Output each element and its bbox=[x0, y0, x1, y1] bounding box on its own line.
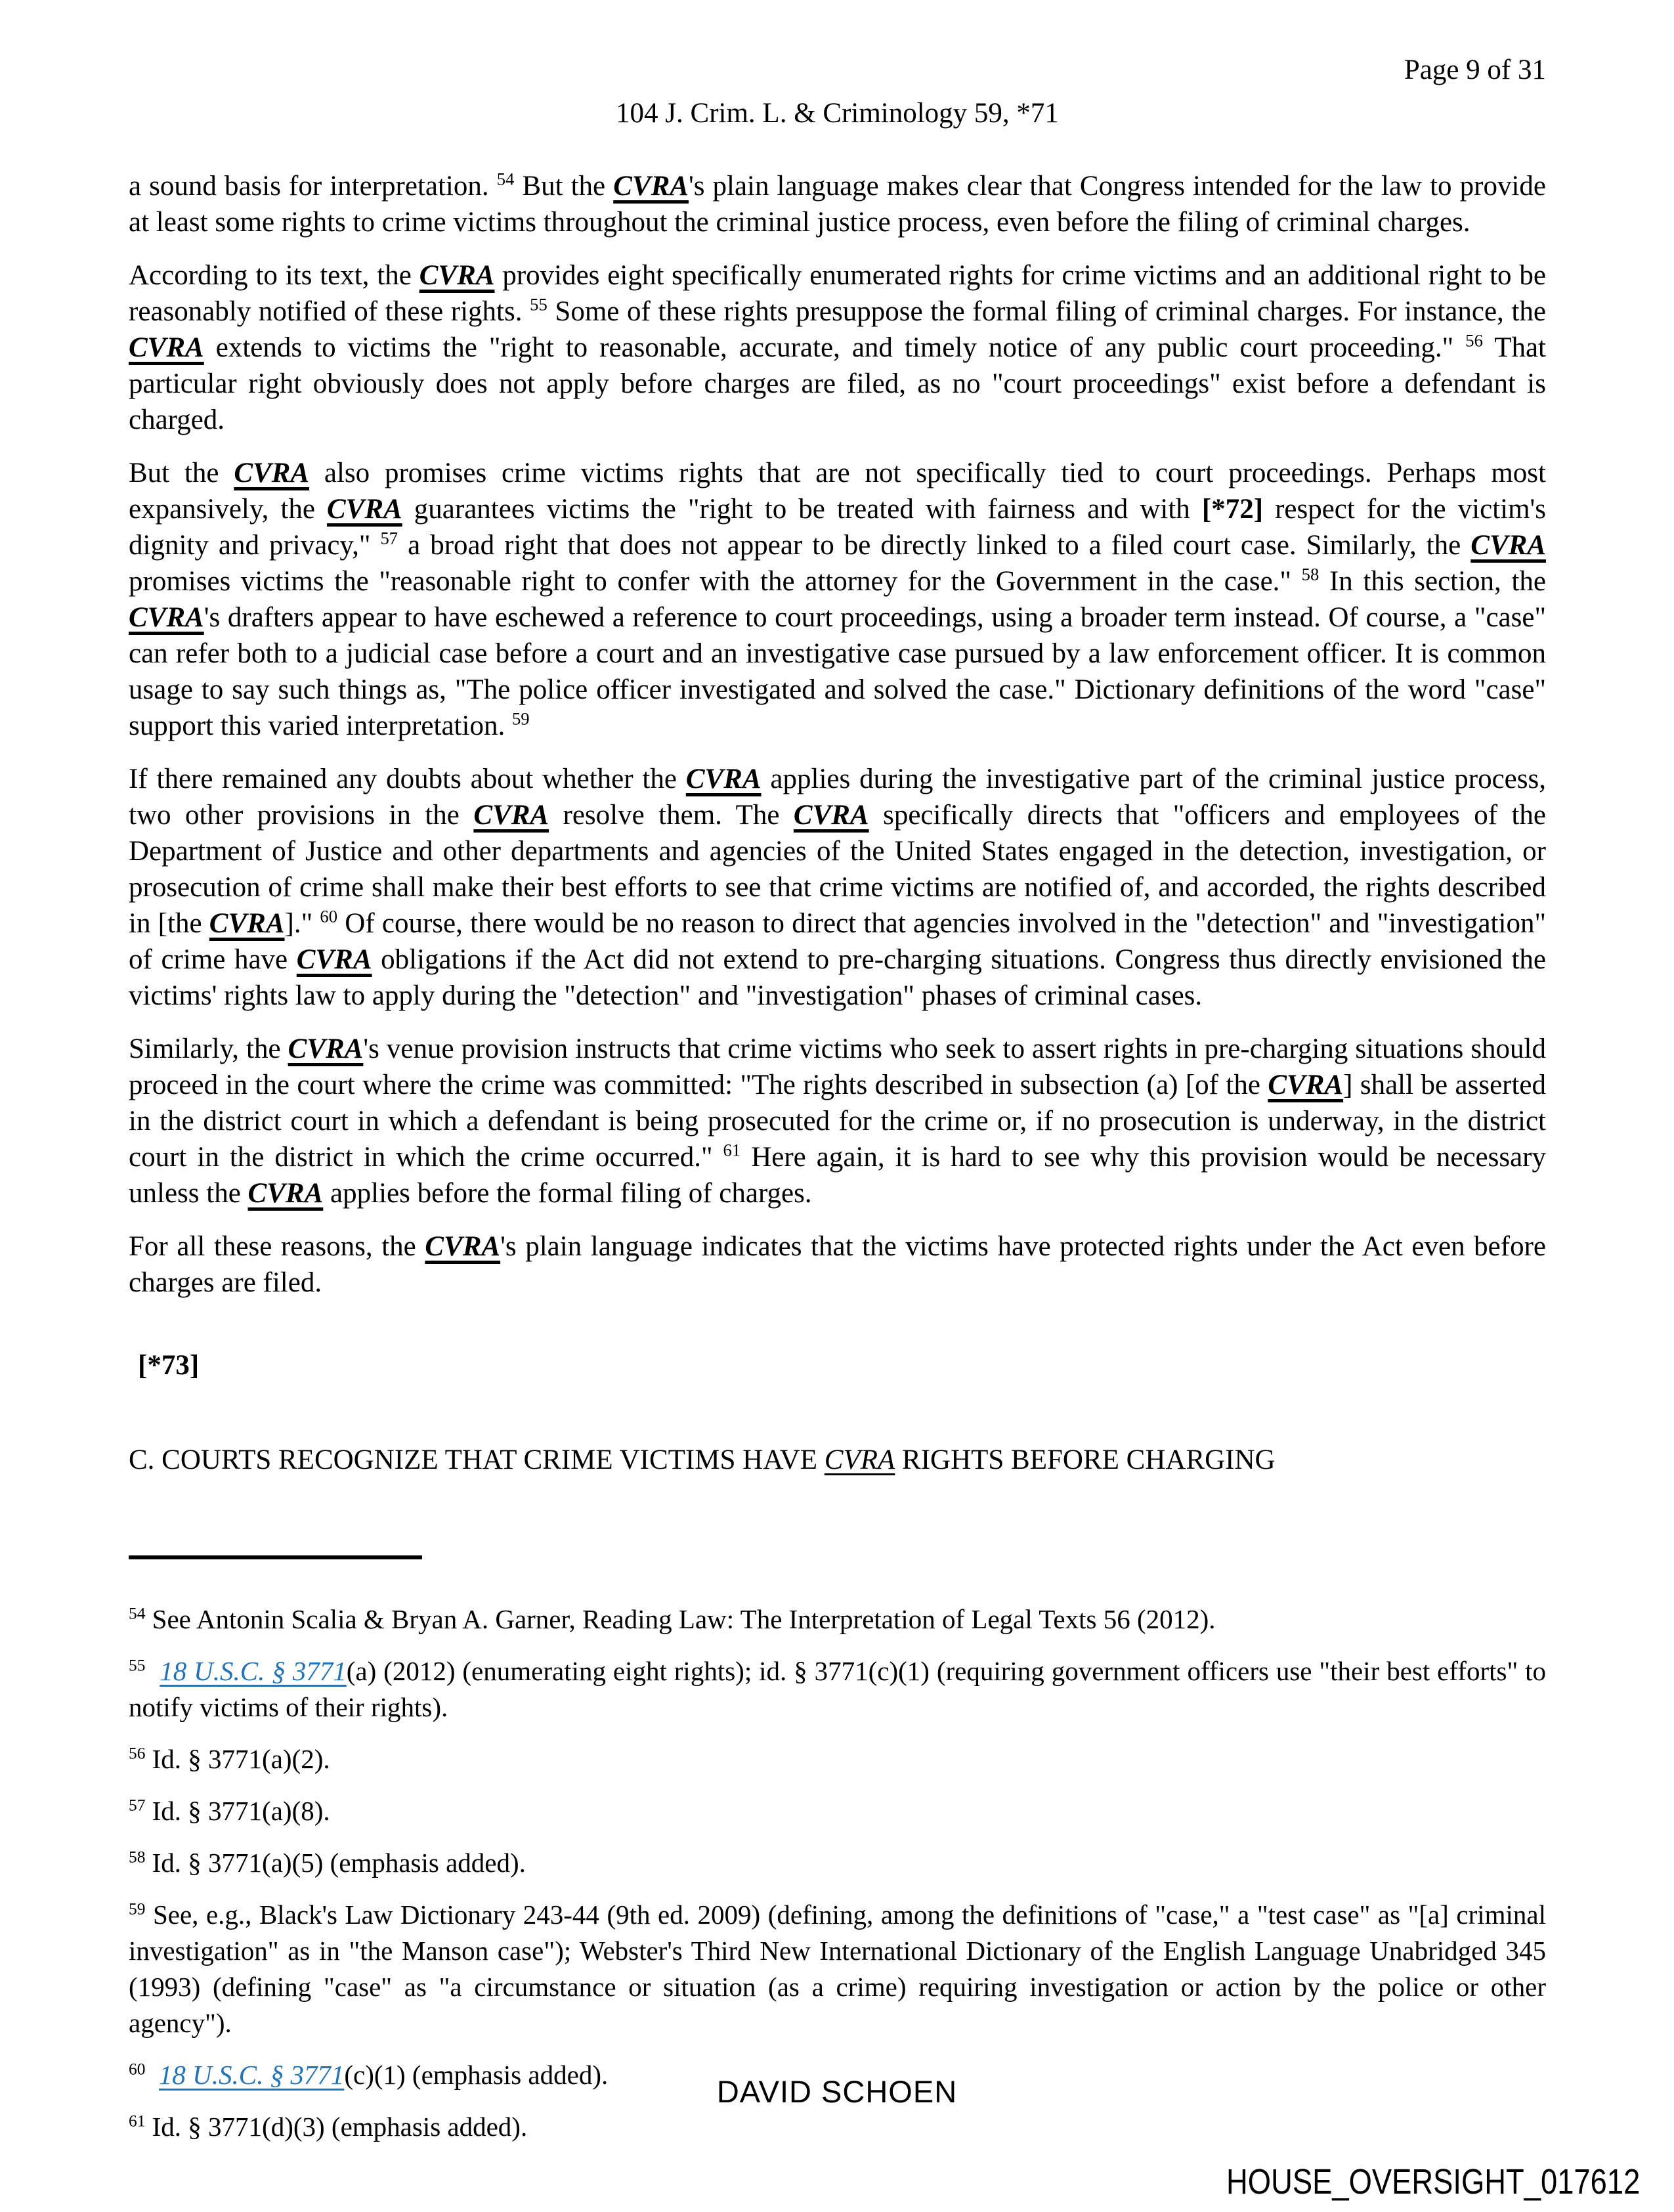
cvra-term: CVRA bbox=[296, 944, 372, 975]
text-run: But the bbox=[514, 171, 614, 202]
cvra-term: CVRA bbox=[419, 260, 495, 291]
cvra-term: CVRA bbox=[613, 171, 689, 202]
text-run: guarantees victims the "right to be treated with fairness and with bbox=[402, 494, 1202, 525]
text-run: a sound basis for interpretation. bbox=[129, 171, 497, 202]
footnote-marker: 56 bbox=[1465, 330, 1483, 351]
footnote-marker: 60 bbox=[129, 2060, 146, 2079]
section-heading bbox=[129, 1442, 1546, 1478]
text-run: See Antonin Scalia & Bryan A. Garner, Reading Law: The Interpretation of Legal Texts 56 (2012). bbox=[145, 1604, 1216, 1634]
text-run: Id. § 3771(a)(8). bbox=[145, 1796, 330, 1826]
text-run: extends to victims the "right to reasonable, accurate, and timely notice of any public court proceeding." bbox=[204, 332, 1466, 363]
cvra-term: CVRA bbox=[209, 908, 285, 939]
text-run: 's drafters appear to have eschewed a reference to court proceedings, using a broader term instead. Of course, a "case" can refer both to a judicial case before a court and an investigative case pursued by a law enforcement officer. It is common usage to say such things as, "The police officer investigated and solved the case." Dictionary definitions of the word "case" support this varied interpretation. bbox=[129, 602, 1546, 741]
footnote-marker: 61 bbox=[129, 2112, 146, 2131]
statute-link[interactable]: 18 U.S.C. § 3771 bbox=[158, 2060, 345, 2090]
text-run: But the bbox=[129, 458, 234, 488]
author-stamp: DAVID SCHOEN bbox=[716, 2074, 958, 2109]
body-paragraph bbox=[129, 761, 1546, 1014]
cvra-term: CVRA bbox=[288, 1033, 364, 1064]
text-run: applies during the investigative part of the criminal justice process, two other provisions in the bbox=[129, 764, 1546, 831]
text-run: promises victims the "reasonable right to confer with the attorney for the Government in the case." bbox=[129, 566, 1302, 597]
text-run: ] shall be asserted in the district court in which a defendant is being prosecuted for the crime or, if no prosecution is underway, in the district court in the district in which the crime occurred." bbox=[129, 1070, 1547, 1173]
text-run: Similarly, the bbox=[129, 1033, 288, 1064]
text-run bbox=[145, 1656, 160, 1686]
footnote bbox=[129, 2109, 1546, 2145]
footnote-marker: 58 bbox=[1301, 564, 1320, 584]
footnote-marker: 61 bbox=[723, 1140, 741, 1160]
cvra-term: CVRA bbox=[327, 494, 402, 525]
text-run: also promises crime victims rights that are not specifically tied to court proceedings. Perhaps most expansively, the bbox=[129, 458, 1546, 525]
cvra-term: CVRA bbox=[793, 800, 869, 831]
page-break-marker: [*73] bbox=[138, 1350, 200, 1381]
footnote bbox=[129, 1653, 1546, 1725]
bates-number: HOUSE_OVERSIGHT_017612 bbox=[1226, 2162, 1640, 2201]
body-paragraph bbox=[129, 257, 1546, 438]
cvra-term: CVRA bbox=[473, 800, 549, 831]
statute-link[interactable]: 18 U.S.C. § 3771 bbox=[160, 1656, 347, 1686]
footnote bbox=[129, 1741, 1546, 1777]
text-run: obligations if the Act did not extend to pre-charging situations. Congress thus directly envisioned the victims' rights law to apply during the "detection" and "investigation" phases of criminal cases. bbox=[129, 944, 1546, 1011]
text-run: Some of these rights presuppose the formal filing of criminal charges. For instance, the bbox=[547, 296, 1546, 327]
cvra-term: CVRA bbox=[824, 1444, 895, 1475]
footnote bbox=[129, 1601, 1546, 1637]
footnote-marker: 56 bbox=[129, 1744, 146, 1763]
text-run: In this section, the bbox=[1319, 566, 1546, 597]
bold-page-marker: [*72] bbox=[1201, 494, 1264, 525]
body-paragraph bbox=[129, 455, 1546, 744]
text-run: ]." bbox=[284, 908, 320, 939]
footnote-marker: 57 bbox=[129, 1796, 146, 1815]
text-run: Id. § 3771(a)(2). bbox=[145, 1744, 330, 1774]
footnote-marker: 59 bbox=[511, 708, 530, 729]
footnote bbox=[129, 1845, 1546, 1881]
cvra-term: CVRA bbox=[425, 1231, 501, 1262]
text-run: If there remained any doubts about whether the bbox=[129, 764, 686, 794]
text-run: a broad right that does not appear to be directly linked to a filed court case. Similarly, the bbox=[398, 530, 1471, 561]
footnote bbox=[129, 1793, 1546, 1829]
body-paragraph bbox=[129, 168, 1546, 240]
body-paragraph bbox=[129, 1031, 1546, 1211]
footnote-marker: 59 bbox=[129, 1899, 146, 1919]
footnote-marker: 54 bbox=[129, 1604, 146, 1623]
cvra-term: CVRA bbox=[247, 1178, 324, 1209]
text-run: applies before the formal filing of charges. bbox=[323, 1178, 812, 1209]
cvra-term: CVRA bbox=[1268, 1070, 1344, 1100]
text-run: 's plain language indicates that the victims have protected rights under the Act even before charges are filed. bbox=[129, 1231, 1546, 1298]
citation-header: 104 J. Crim. L. & Criminology 59, *71 bbox=[616, 98, 1059, 129]
text-run: respect for the victim's dignity and privacy," bbox=[129, 494, 1547, 561]
text-run: That particular right obviously does not apply before charges are filed, as no "court proceedings" exist before a defendant is charged. bbox=[129, 332, 1546, 435]
text-run: Id. § 3771(a)(5) (emphasis added). bbox=[145, 1848, 526, 1878]
text-run: 's plain language makes clear that Congress intended for the law to provide at least some rights to crime victims throughout the criminal justice process, even before the filing of criminal charges. bbox=[129, 171, 1546, 238]
footnote-marker: 54 bbox=[496, 169, 515, 189]
footnote bbox=[129, 1897, 1546, 2041]
text-run: Here again, it is hard to see why this provision would be necessary unless the bbox=[129, 1142, 1546, 1209]
page-number: Page 9 of 31 bbox=[1404, 54, 1546, 85]
text-run: specifically directs that "officers and employees of the Department of Justice and other departments and agencies of the United States engaged in the detection, investigation, or prosecution of crime shall make their best efforts to see that crime victims are notified of, and accorded, the rights described in [the bbox=[129, 800, 1547, 939]
text-run: Id. § 3771(d)(3) (emphasis added). bbox=[145, 2112, 528, 2142]
cvra-term: CVRA bbox=[685, 764, 762, 794]
footnote-separator bbox=[129, 1555, 422, 1559]
footnote-marker: 60 bbox=[320, 906, 338, 926]
footnote-marker: 55 bbox=[530, 294, 547, 314]
text-run: 's venue provision instructs that crime victims who seek to assert rights in pre-charging situations should proceed in the court where the crime was committed: "The rights described in subsection (a) [of the bbox=[129, 1033, 1546, 1100]
body-paragraph bbox=[129, 1228, 1546, 1301]
text-run: Of course, there would be no reason to direct that agencies involved in the "detection" and "investigation" of crime have bbox=[129, 908, 1546, 975]
text-run: C. COURTS RECOGNIZE THAT CRIME VICTIMS HAVE bbox=[129, 1444, 825, 1475]
cvra-term: CVRA bbox=[129, 332, 204, 363]
text-run: For all these reasons, the bbox=[129, 1231, 425, 1262]
text-run: See, e.g., Black's Law Dictionary 243-44 (9th ed. 2009) (defining, among the definitions of "case," a "test case" as "[a] criminal investigation" as in "the Manson case"); Webster's Third New International Dictionary of the English Language Unabridged 345 (1993) (defining "case" as "a circumstance or situation (as a crime) requiring investigation or action by the police or other agency"). bbox=[129, 1899, 1546, 2038]
footnote-marker: 57 bbox=[380, 528, 398, 548]
text-run: resolve them. The bbox=[549, 800, 794, 831]
text-run: (c)(1) (emphasis added). bbox=[344, 2060, 609, 2090]
cvra-term: CVRA bbox=[1470, 530, 1546, 561]
cvra-term: CVRA bbox=[234, 458, 310, 488]
body-text bbox=[129, 168, 1546, 1301]
cvra-term: CVRA bbox=[129, 602, 204, 633]
text-run: According to its text, the bbox=[129, 260, 419, 291]
text-run: (a) (2012) (enumerating eight rights); id. § 3771(c)(1) (requiring government officers use "their best efforts" to notify victims of their rights). bbox=[129, 1656, 1546, 1722]
footnote-marker: 55 bbox=[129, 1656, 146, 1675]
footnotes-section bbox=[129, 1601, 1546, 2145]
text-run: RIGHTS BEFORE CHARGING bbox=[895, 1444, 1276, 1475]
footnote-marker: 58 bbox=[129, 1848, 146, 1867]
text-run: provides eight specifically enumerated rights for crime victims and an additional right to be reasonably notified of these rights. bbox=[129, 260, 1546, 327]
